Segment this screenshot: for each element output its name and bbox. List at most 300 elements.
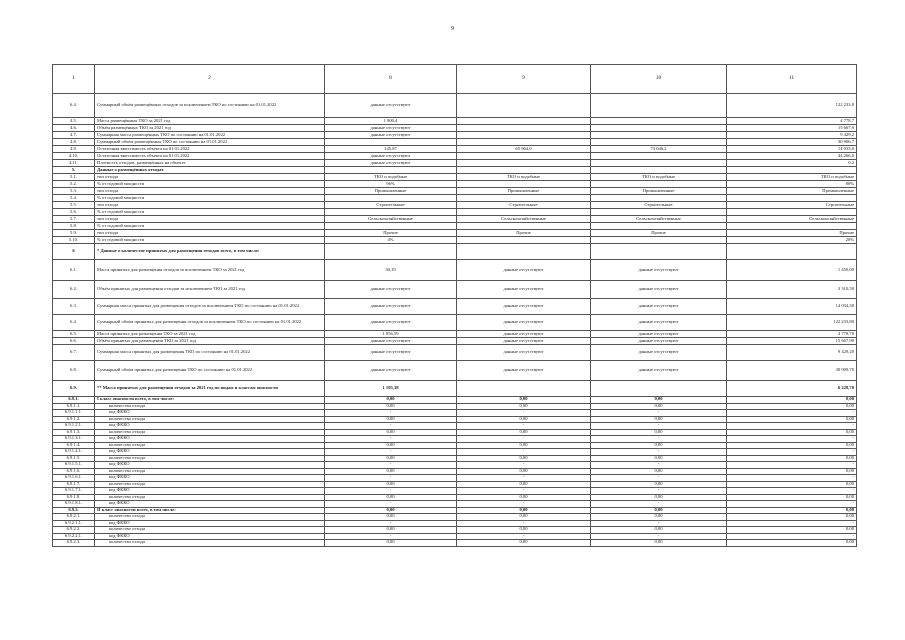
row-label: Данные о размещённых отходах (95, 167, 325, 174)
value-col-9 (457, 244, 591, 260)
value-col-11: 30 909,70 (727, 361, 857, 381)
value-col-9: - (457, 423, 591, 430)
value-col-10 (591, 244, 727, 260)
value-col-10: Промышленные (591, 188, 727, 195)
row-number: 6.9.2.1.1. (53, 520, 95, 527)
row-label: Объём размещённых ТКО за 2021 год (95, 125, 325, 132)
value-col-8: ТКО и подобные (325, 174, 457, 181)
value-col-11 (727, 209, 857, 216)
row-label: количество отхода (95, 481, 325, 488)
value-col-8: 0,00 (325, 527, 457, 534)
row-label: Суммарная масса принятых для размещения ТКО по состоянию на 01.01.2022 (95, 345, 325, 361)
value-col-8: данные отсутствуют (325, 125, 457, 132)
row-number: 6.9.2.2.1. (53, 533, 95, 540)
row-label: количество отхода (95, 429, 325, 436)
value-col-10: ТКО и подобные (591, 174, 727, 181)
row-label: код ФККО (95, 423, 325, 430)
value-col-10 (591, 132, 727, 139)
value-col-9: 0,00 (457, 540, 591, 547)
value-col-8: 0,00 (325, 507, 457, 514)
row-number: 6.9.2.2. (53, 527, 95, 534)
value-col-11: 0,00 (727, 481, 857, 488)
value-col-9: - (457, 501, 591, 508)
row-label: Суммарный объём размещённых ТКО по состоянию на 01.01.2022 (95, 139, 325, 146)
row-number: 6.5. (53, 331, 95, 338)
value-col-10: 0,00 (591, 540, 727, 547)
value-col-11: - (727, 423, 857, 430)
value-col-8: Сельскохозяйственные (325, 216, 457, 223)
value-col-11: - (727, 410, 857, 417)
value-col-10: 0,00 (591, 455, 727, 462)
value-col-8: данные отсутствуют (325, 160, 457, 167)
value-col-8: 4% (325, 237, 457, 244)
value-col-11: 9 429,2 (727, 132, 857, 139)
value-col-9: - (457, 436, 591, 443)
row-number: 6.9.2. (53, 507, 95, 514)
table-row (53, 160, 857, 167)
value-col-11: Промышленные (727, 188, 857, 195)
table-row (53, 540, 857, 547)
row-label: Суммарный объём размещённых отходов за исключением ТКО по состоянию на 01.01.2022 (95, 94, 325, 118)
row-label: % от годовой мощности (95, 195, 325, 202)
row-number: 5.1. (53, 174, 95, 181)
table-row (53, 209, 857, 216)
table-row (53, 139, 857, 146)
table-row (53, 381, 857, 397)
value-col-8: - (325, 520, 457, 527)
value-col-10: 0,00 (591, 481, 727, 488)
value-col-10 (591, 237, 727, 244)
row-label: количество отхода (95, 494, 325, 501)
table-row (53, 281, 857, 299)
row-label: % от годовой мощности (95, 181, 325, 188)
row-number: 6.9.1. (53, 397, 95, 404)
table-row (53, 146, 857, 153)
value-col-11: 122 233,8 (727, 94, 857, 118)
value-col-9: данные отсутствуют (457, 338, 591, 345)
value-col-9 (457, 132, 591, 139)
value-col-10: Сельскохозяйственные (591, 216, 727, 223)
page-number: 9 (451, 26, 454, 32)
value-col-11: - (727, 501, 857, 508)
value-col-9 (457, 195, 591, 202)
value-col-10: данные отсутствуют (591, 315, 727, 331)
value-col-10 (591, 139, 727, 146)
value-col-10: 0,00 (591, 429, 727, 436)
value-col-9: - (457, 520, 591, 527)
table-row (53, 223, 857, 230)
column-header: 10 (591, 65, 727, 94)
row-label: количество отхода (95, 416, 325, 423)
value-col-11: 30 906,7 (727, 139, 857, 146)
value-col-8: - (325, 488, 457, 495)
value-col-11: 14 034,30 (727, 299, 857, 315)
value-col-10: - (591, 436, 727, 443)
row-label: код ФККО (95, 449, 325, 456)
row-number: 5.10. (53, 237, 95, 244)
value-col-11: 0,00 (727, 416, 857, 423)
row-label: % от годовой мощности (95, 209, 325, 216)
row-number: 5.2. (53, 181, 95, 188)
value-col-9: - (457, 533, 591, 540)
value-col-8: данные отсутствуют (325, 132, 457, 139)
table-row (53, 132, 857, 139)
table-row (53, 338, 857, 345)
row-number: 6.9.1.6. (53, 468, 95, 475)
row-number: 4.7. (53, 132, 95, 139)
table-row (53, 299, 857, 315)
value-col-10: данные отсутствуют (591, 260, 727, 281)
value-col-11: 4 778,7 (727, 118, 857, 125)
value-col-11: Сельскохозяйственные (727, 216, 857, 223)
table-row (53, 361, 857, 381)
value-col-9: 0,00 (457, 416, 591, 423)
row-label: Остаточная вместимость объекта на 01.01.2022 (95, 153, 325, 160)
row-label: II класс опасности всего, в том числе: (95, 507, 325, 514)
value-col-10: 73 046,2 (591, 146, 727, 153)
table-body (53, 94, 857, 547)
row-number: 6.9.1.3.1. (53, 436, 95, 443)
value-col-9: - (457, 410, 591, 417)
value-col-9: 0,00 (457, 429, 591, 436)
table-row (53, 202, 857, 209)
column-header: 1 (53, 65, 95, 94)
value-col-10: - (591, 449, 727, 456)
value-col-9: данные отсутствуют (457, 299, 591, 315)
row-label: Масса принятых для размещения ТКО за 2021 год (95, 331, 325, 338)
row-label: код ФККО (95, 436, 325, 443)
row-label: код ФККО (95, 533, 325, 540)
table-row (53, 244, 857, 260)
row-label: Плотность отходов, размещённых на объекте (95, 160, 325, 167)
value-col-8: Прочие (325, 230, 457, 237)
value-col-9: 0,00 (457, 455, 591, 462)
row-number: 6.9.1.1. (53, 403, 95, 410)
row-label: Масса размещённых ТКО за 2021 год (95, 118, 325, 125)
value-col-8: - (325, 436, 457, 443)
value-col-8: данные отсутствуют (325, 361, 457, 381)
value-col-9: данные отсутствуют (457, 345, 591, 361)
value-col-8: 0,00 (325, 416, 457, 423)
value-col-11: 122 233,80 (727, 315, 857, 331)
row-label: Суммарный объём принятых для размещения ТКО по состоянию на 01.01.2022 (95, 361, 325, 381)
value-col-9: данные отсутствуют (457, 331, 591, 338)
value-col-9: 0,00 (457, 442, 591, 449)
column-header: 2 (95, 65, 325, 94)
row-number: 5.7. (53, 216, 95, 223)
value-col-8: 96% (325, 181, 457, 188)
value-col-9 (457, 125, 591, 132)
value-col-9: данные отсутствуют (457, 361, 591, 381)
row-number: 5.9. (53, 230, 95, 237)
value-col-10: 0,00 (591, 514, 727, 521)
row-number: 4.9. (53, 146, 95, 153)
row-number: 6.9.2.3. (53, 540, 95, 547)
value-col-9: Прочие (457, 230, 591, 237)
row-number: 6.9.1.7.1. (53, 488, 95, 495)
value-col-11: 0,00 (727, 494, 857, 501)
table-row (53, 237, 857, 244)
value-col-11: 0,00 (727, 403, 857, 410)
value-col-10: данные отсутствуют (591, 338, 727, 345)
data-table (52, 64, 857, 547)
value-col-8: данные отсутствуют (325, 299, 457, 315)
value-col-11: 0,00 (727, 540, 857, 547)
row-label: тип отхода (95, 216, 325, 223)
row-label: количество отхода (95, 527, 325, 534)
value-col-10: 0,00 (591, 442, 727, 449)
table-row (53, 188, 857, 195)
value-col-11: 0,00 (727, 468, 857, 475)
row-label: код ФККО (95, 520, 325, 527)
value-col-8 (325, 139, 457, 146)
value-col-10: данные отсутствуют (591, 281, 727, 299)
value-col-8 (325, 195, 457, 202)
table-row (53, 195, 857, 202)
value-col-8: Строительные (325, 202, 457, 209)
value-col-8 (325, 209, 457, 216)
value-col-11: 0,00 (727, 455, 857, 462)
value-col-10: - (591, 488, 727, 495)
value-col-8: 30,19 (325, 260, 457, 281)
column-header: 11 (727, 65, 857, 94)
value-col-11 (727, 195, 857, 202)
row-number: 6.1. (53, 260, 95, 281)
value-col-10: - (591, 410, 727, 417)
value-col-10: - (591, 423, 727, 430)
value-col-9: 0,00 (457, 494, 591, 501)
value-col-10: данные отсутствуют (591, 361, 727, 381)
row-label: количество отхода (95, 442, 325, 449)
row-label: Объём принятых для размещения отходов за исключением ТКО за 2021 год (95, 281, 325, 299)
row-number: 6.9. (53, 381, 95, 397)
value-col-8: 0,00 (325, 442, 457, 449)
value-col-8: - (325, 533, 457, 540)
row-label: Объём принятых для размещения ТКО за 2021 год (95, 338, 325, 345)
value-col-10: 0,00 (591, 494, 727, 501)
value-col-9 (457, 381, 591, 397)
row-number: 6.2. (53, 281, 95, 299)
column-header: 8 (325, 65, 457, 94)
row-number: 4.8. (53, 139, 95, 146)
row-number: 6.9.1.4.1. (53, 449, 95, 456)
value-col-10: 0,00 (591, 397, 727, 404)
row-number: 6.9.1.4. (53, 442, 95, 449)
value-col-8: данные отсутствуют (325, 281, 457, 299)
row-label: Остаточная вместимость объекта на 01.01.2022 (95, 146, 325, 153)
value-col-8: 0,00 (325, 481, 457, 488)
value-col-9: 0,00 (457, 527, 591, 534)
value-col-10: данные отсутствуют (591, 345, 727, 361)
value-col-8: данные отсутствуют (325, 94, 457, 118)
value-col-11: - (727, 520, 857, 527)
value-col-8: 0,00 (325, 455, 457, 462)
value-col-8: 1 056,59 (325, 331, 457, 338)
value-col-11: 0,00 (727, 397, 857, 404)
row-number: 6 (53, 244, 95, 260)
row-label: тип отхода (95, 202, 325, 209)
row-label: % от годовой мощности (95, 223, 325, 230)
value-col-9: - (457, 449, 591, 456)
value-col-10: 0,00 (591, 507, 727, 514)
value-col-9 (457, 118, 591, 125)
value-col-11: Прочие (727, 230, 857, 237)
row-number: 5.8. (53, 223, 95, 230)
value-col-11: 0,00 (727, 527, 857, 534)
value-col-9 (457, 160, 591, 167)
row-label: код ФККО (95, 501, 325, 508)
value-col-8: Промышленные (325, 188, 457, 195)
row-label: количество отхода (95, 540, 325, 547)
row-label: количество отхода (95, 403, 325, 410)
row-label: количество отхода (95, 455, 325, 462)
value-col-9: 0,00 (457, 514, 591, 521)
row-label: Суммарная масса размещённых ТКО по состоянию на 01.01.2022 (95, 132, 325, 139)
value-col-9: 0,00 (457, 397, 591, 404)
table-row (53, 230, 857, 237)
value-col-10: Прочие (591, 230, 727, 237)
value-col-9: Промышленные (457, 188, 591, 195)
value-col-9: 0,00 (457, 507, 591, 514)
value-col-8 (325, 167, 457, 174)
row-label: тип отхода (95, 188, 325, 195)
value-col-9 (457, 167, 591, 174)
value-col-8: 0,00 (325, 514, 457, 521)
value-col-8: 145,87 (325, 146, 457, 153)
value-col-8: 1 900,4 (325, 118, 457, 125)
value-col-10: - (591, 533, 727, 540)
value-col-10 (591, 94, 727, 118)
value-col-10 (591, 153, 727, 160)
row-number: 4.5. (53, 118, 95, 125)
value-col-11: 44 266,0 (727, 153, 857, 160)
value-col-10: - (591, 520, 727, 527)
row-number: 6.9.1.2. (53, 416, 95, 423)
value-col-9 (457, 94, 591, 118)
row-number: 6.8. (53, 361, 95, 381)
table-row (53, 174, 857, 181)
value-col-10: 0,00 (591, 468, 727, 475)
value-col-8: - (325, 449, 457, 456)
table-row (53, 260, 857, 281)
row-number: 5.6. (53, 209, 95, 216)
row-number: 6.9.1.3. (53, 429, 95, 436)
row-label: код ФККО (95, 488, 325, 495)
row-number: 4.6. (53, 125, 95, 132)
row-number: 5.3. (53, 188, 95, 195)
value-col-11: 14 033,0 (727, 146, 857, 153)
value-col-8: 0,00 (325, 494, 457, 501)
value-col-8: - (325, 462, 457, 469)
value-col-9 (457, 139, 591, 146)
value-col-9 (457, 181, 591, 188)
table-row (53, 167, 857, 174)
value-col-8: данные отсутствуют (325, 315, 457, 331)
value-col-10: 0,00 (591, 527, 727, 534)
row-label: код ФККО (95, 475, 325, 482)
row-label: код ФККО (95, 462, 325, 469)
row-label: Суммарная масса принятых для размещения отходов за исключением ТКО по состоянию на 01.01.2022 (95, 299, 325, 315)
row-number: 6.7. (53, 345, 95, 361)
value-col-11: 15 667,90 (727, 338, 857, 345)
value-col-8: 1 105,38 (325, 381, 457, 397)
value-col-9: 0,00 (457, 403, 591, 410)
row-number: 6.9.1.8. (53, 494, 95, 501)
table-row (53, 315, 857, 331)
row-label: I класс опасности всего, в том числе: (95, 397, 325, 404)
row-number: 6.6. (53, 338, 95, 345)
value-col-8: - (325, 501, 457, 508)
value-col-11: 1 450,00 (727, 260, 857, 281)
table-row (53, 125, 857, 132)
value-col-8: 0,00 (325, 397, 457, 404)
value-col-9: данные отсутствуют (457, 315, 591, 331)
table-row (53, 216, 857, 223)
row-number: 6.9.1.5. (53, 455, 95, 462)
value-col-10 (591, 381, 727, 397)
value-col-9: 0,00 (457, 481, 591, 488)
value-col-11: 9 429,20 (727, 345, 857, 361)
value-col-11: 0,00 (727, 514, 857, 521)
value-col-11 (727, 223, 857, 230)
value-col-10 (591, 118, 727, 125)
row-number: 5.5. (53, 202, 95, 209)
value-col-11: 0,00 (727, 442, 857, 449)
value-col-11: 0,00 (727, 507, 857, 514)
value-col-9: - (457, 488, 591, 495)
value-col-11: 6 228,70 (727, 381, 857, 397)
row-number: 6.9.1.1.1. (53, 410, 95, 417)
value-col-10: - (591, 501, 727, 508)
value-col-11: 0,00 (727, 429, 857, 436)
row-label: Масса принятых для размещения отходов за исключением ТКО за 2021 год (95, 260, 325, 281)
row-number: 6.4. (53, 94, 95, 118)
value-col-8: данные отсутствуют (325, 345, 457, 361)
value-col-9 (457, 153, 591, 160)
value-col-11: - (727, 436, 857, 443)
value-col-9 (457, 223, 591, 230)
value-col-10: - (591, 475, 727, 482)
table-header-row (53, 65, 857, 94)
table-row (53, 331, 857, 338)
value-col-9: Строительные (457, 202, 591, 209)
value-col-9: Сельскохозяйственные (457, 216, 591, 223)
value-col-8: - (325, 410, 457, 417)
row-label: тип отхода (95, 174, 325, 181)
value-col-11: - (727, 475, 857, 482)
row-label: тип отхода (95, 230, 325, 237)
value-col-9: данные отсутствуют (457, 281, 591, 299)
row-number: 6.9.2.1. (53, 514, 95, 521)
value-col-8: 0,00 (325, 468, 457, 475)
value-col-9 (457, 237, 591, 244)
value-col-10 (591, 195, 727, 202)
value-col-8 (325, 223, 457, 230)
row-label: % от годовой мощности (95, 237, 325, 244)
table-row (53, 153, 857, 160)
row-number: 4.10. (53, 153, 95, 160)
value-col-10: - (591, 462, 727, 469)
row-number: 6.9.1.5.1. (53, 462, 95, 469)
value-col-9: - (457, 462, 591, 469)
value-col-10: данные отсутствуют (591, 299, 727, 315)
value-col-11: 15 667,9 (727, 125, 857, 132)
table-row (53, 118, 857, 125)
value-col-9: 0,00 (457, 468, 591, 475)
value-col-11: 20% (727, 237, 857, 244)
row-number: 6.4. (53, 315, 95, 331)
table-row (53, 345, 857, 361)
